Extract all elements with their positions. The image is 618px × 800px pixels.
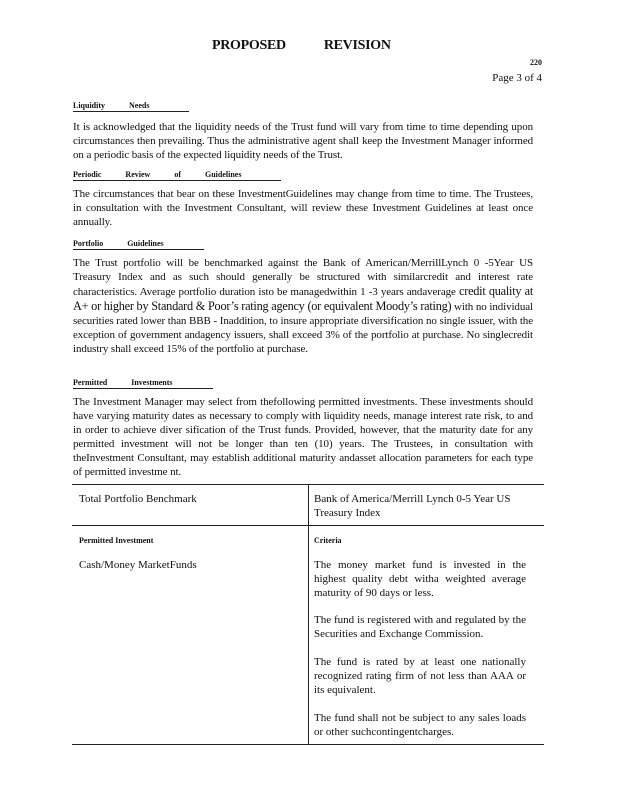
paragraph-portfolio-guidelines [73,256,533,356]
paragraph-permitted-investments: The Investment Manager may select from thefollowing permitted investments. These investments should have varying maturity dates as necessary to comply with liquidity needs, manage interest rate risk, to and in order to achieve diver sification of the Trust funds. Provided, however, that the maturity date for any permitted investment will not be longer than ten (10) years. The Trustees, in consultation with theInvestment Consultant, may establish additional maturity andasset allocation parameters for each type of permitted investme nt. [73,396,533,478]
portfolio-text-c: with no individual securities rated lower than BBB - Inaddition, to insure appropriate diversification no single issuer, with the exception of government andagency issuers, shall exceed 3% of the portfolio at purchase. No singlecredit industry shall exceed 15% of the portfolio at purchase. [73,301,533,355]
heading-permitted-investments: Permitted Investments [73,378,213,389]
page-of-label: Page 3 of 4 [492,72,542,84]
investment-row-label: Cash/Money MarketFunds [79,559,197,571]
paragraph-periodic-review: The circumstances that bear on these InvestmentGuidelines may change from time to time. The Trustees, in consultation with the Investment Consultant, will review these Investment Guidelines at least once annually. [73,188,533,228]
title-word-revision: REVISION [323,38,391,53]
paragraph-liquidity-needs: It is acknowledged that the liquidity needs of the Trust fund will vary from time to time depending upon circumstances then prevailing. Thus the administrative agent shall keep the Investment Manager informed on a periodic basis of the expected liquidity needs of the Trust. [73,121,533,161]
heading-portfolio-guidelines: Portfolio Guidelines [73,239,204,250]
heading-liquidity-needs: Liquidity Needs [73,101,189,112]
criteria-item: The fund shall not be subject to any sales loads or other suchcontingentcharges. [314,712,526,738]
page-title [212,38,391,54]
benchmark-label: Total Portfolio Benchmark [79,493,197,505]
portfolio-text-a: The Trust portfolio will be benchmarked against the Bank of American/MerrillLynch 0 -5Year US Treasury Index and as such should generally be structured with similarcredit and interest rate characteristics. Average portfolio duration isto be managedwithin 1 -3 years andaverage [73,257,533,298]
benchmark-value: Bank of America/Merrill Lynch 0-5 Year US Treasury Index [314,493,511,519]
heading-periodic-review: Periodic Review of Guidelines [73,170,281,181]
column-header-permitted-investment: Permitted Investment [79,536,154,545]
portfolio-credit-quality-text: credit quality at A+ or higher by Standard & Poor’s rating agency (or equivalent Moody’s rating) [73,284,534,313]
criteria-item: The fund is registered with and regulated by the Securities and Exchange Commission. [314,614,526,640]
column-header-criteria: Criteria [314,536,342,545]
criteria-item: The fund is rated by at least one nationally recognized rating firm of not less than AAA or its equivalent. [314,656,526,696]
page-number: 220 [530,58,542,67]
title-word-proposed: PROPOSED [212,38,286,53]
criteria-item: The money market fund is invested in the highest quality debt witha weighted average maturity of 90 days or less. [314,559,526,599]
table-column-divider [308,484,309,745]
